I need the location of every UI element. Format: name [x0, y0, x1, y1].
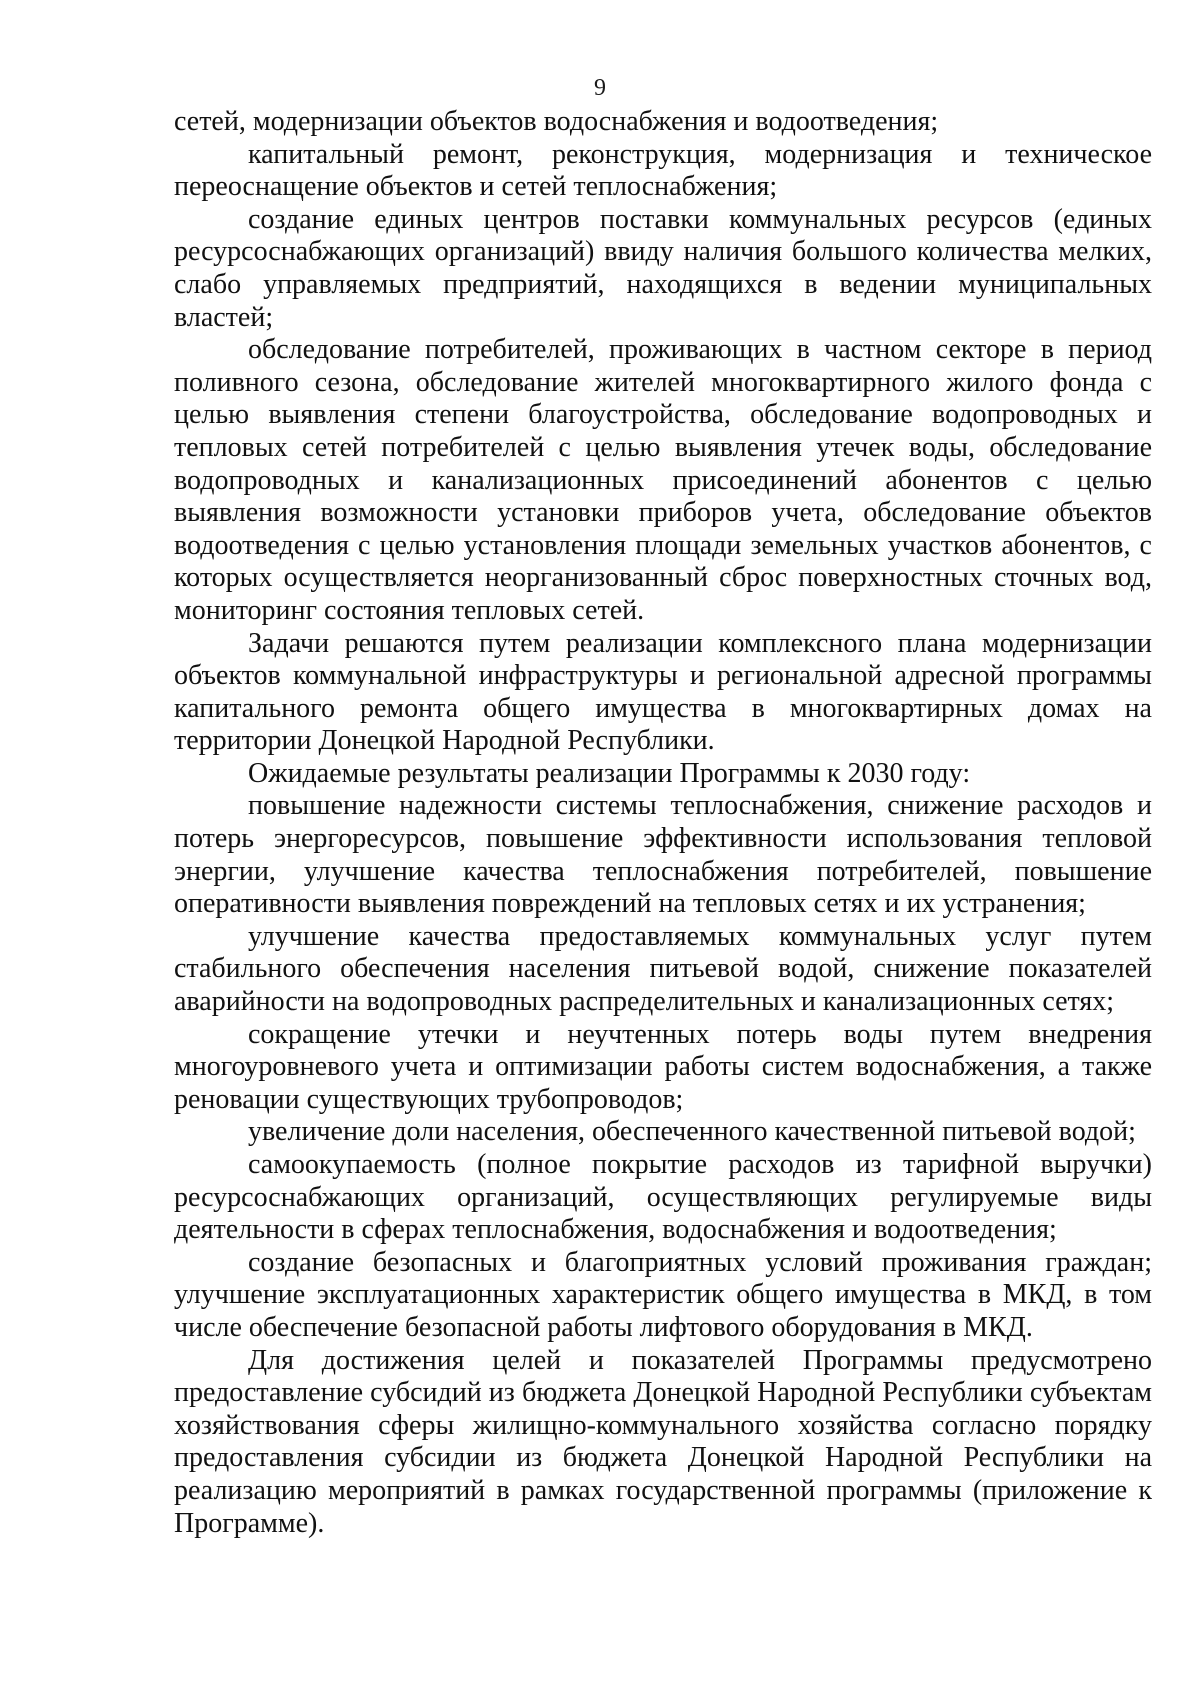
paragraph: создание безопасных и благоприятных условий проживания граждан; улучшение эксплуатационных характеристик общего имущества в МКД, в том числе обеспечение безопасной работы лифтового оборудования в МКД.	[174, 1246, 1152, 1343]
paragraph: Ожидаемые результаты реализации Программы к 2030 году:	[248, 757, 971, 789]
paragraph: увеличение доли населения, обеспеченного качественной питьевой водой;	[248, 1116, 1136, 1148]
paragraph: Для достижения целей и показателей Программы предусмотрено предоставление субсидий из бюджета Донецкой Народной Республики субъектам хозяйствования сферы жилищно-коммунального хозяйства согласно порядку предоставления субсидии из бюджета Донецкой Народной Республики на реализацию мероприятий в рамках государственной программы (приложение к Программе).	[174, 1344, 1152, 1539]
paragraph: сокращение утечки и неучтенных потерь воды путем внедрения многоуровневого учета и оптимизации работы систем водоснабжения, а также реновации существующих трубопроводов;	[174, 1018, 1152, 1115]
page-number: 9	[594, 75, 606, 101]
paragraph: повышение надежности системы теплоснабжения, снижение расходов и потерь энергоресурсов, повышение эффективности использования тепловой энергии, улучшение качества теплоснабжения потребителей, повышение оперативности выявления повреждений на тепловых сетях и их устранения;	[174, 790, 1152, 920]
paragraph: самоокупаемость (полное покрытие расходов из тарифной выручки) ресурсоснабжающих организаций, осуществляющих регулируемые виды деятельности в сферах теплоснабжения, водоснабжения и водоотведения;	[174, 1149, 1152, 1246]
paragraph: сетей, модернизации объектов водоснабжения и водоотведения;	[174, 106, 939, 137]
paragraph: капитальный ремонт, реконструкция, модернизация и техническое переоснащение объектов и сетей теплоснабжения;	[174, 138, 1152, 203]
paragraph: обследование потребителей, проживающих в частном секторе в период поливного сезона, обследование жителей многоквартирного жилого фонда с целью выявления степени благоустройства, обследование водопроводных и тепловых сетей потребителей с целью выявления утечек воды, обследование водопроводных и канализационных присоединений абонентов с целью выявления возможности установки приборов учета, обследование объектов водоотведения с целью установления площади земельных участков абонентов, с которых осуществляется неорганизованный сброс поверхностных сточных вод, мониторинг состояния тепловых сетей.	[174, 334, 1152, 626]
paragraph: создание единых центров поставки коммунальных ресурсов (единых ресурсоснабжающих организаций) ввиду наличия большого количества мелких, слабо управляемых предприятий, находящихся в ведении муниципальных властей;	[174, 203, 1152, 333]
paragraph: Задачи решаются путем реализации комплексного плана модернизации объектов коммунальной инфраструктуры и региональной адресной программы капитального ремонта общего имущества в многоквартирных домах на территории Донецкой Народной Республики.	[174, 627, 1152, 757]
paragraph: улучшение качества предоставляемых коммунальных услуг путем стабильного обеспечения населения питьевой водой, снижение показателей аварийности на водопроводных распределительных и канализационных сетях;	[174, 920, 1152, 1018]
body-text	[174, 106, 1152, 1540]
